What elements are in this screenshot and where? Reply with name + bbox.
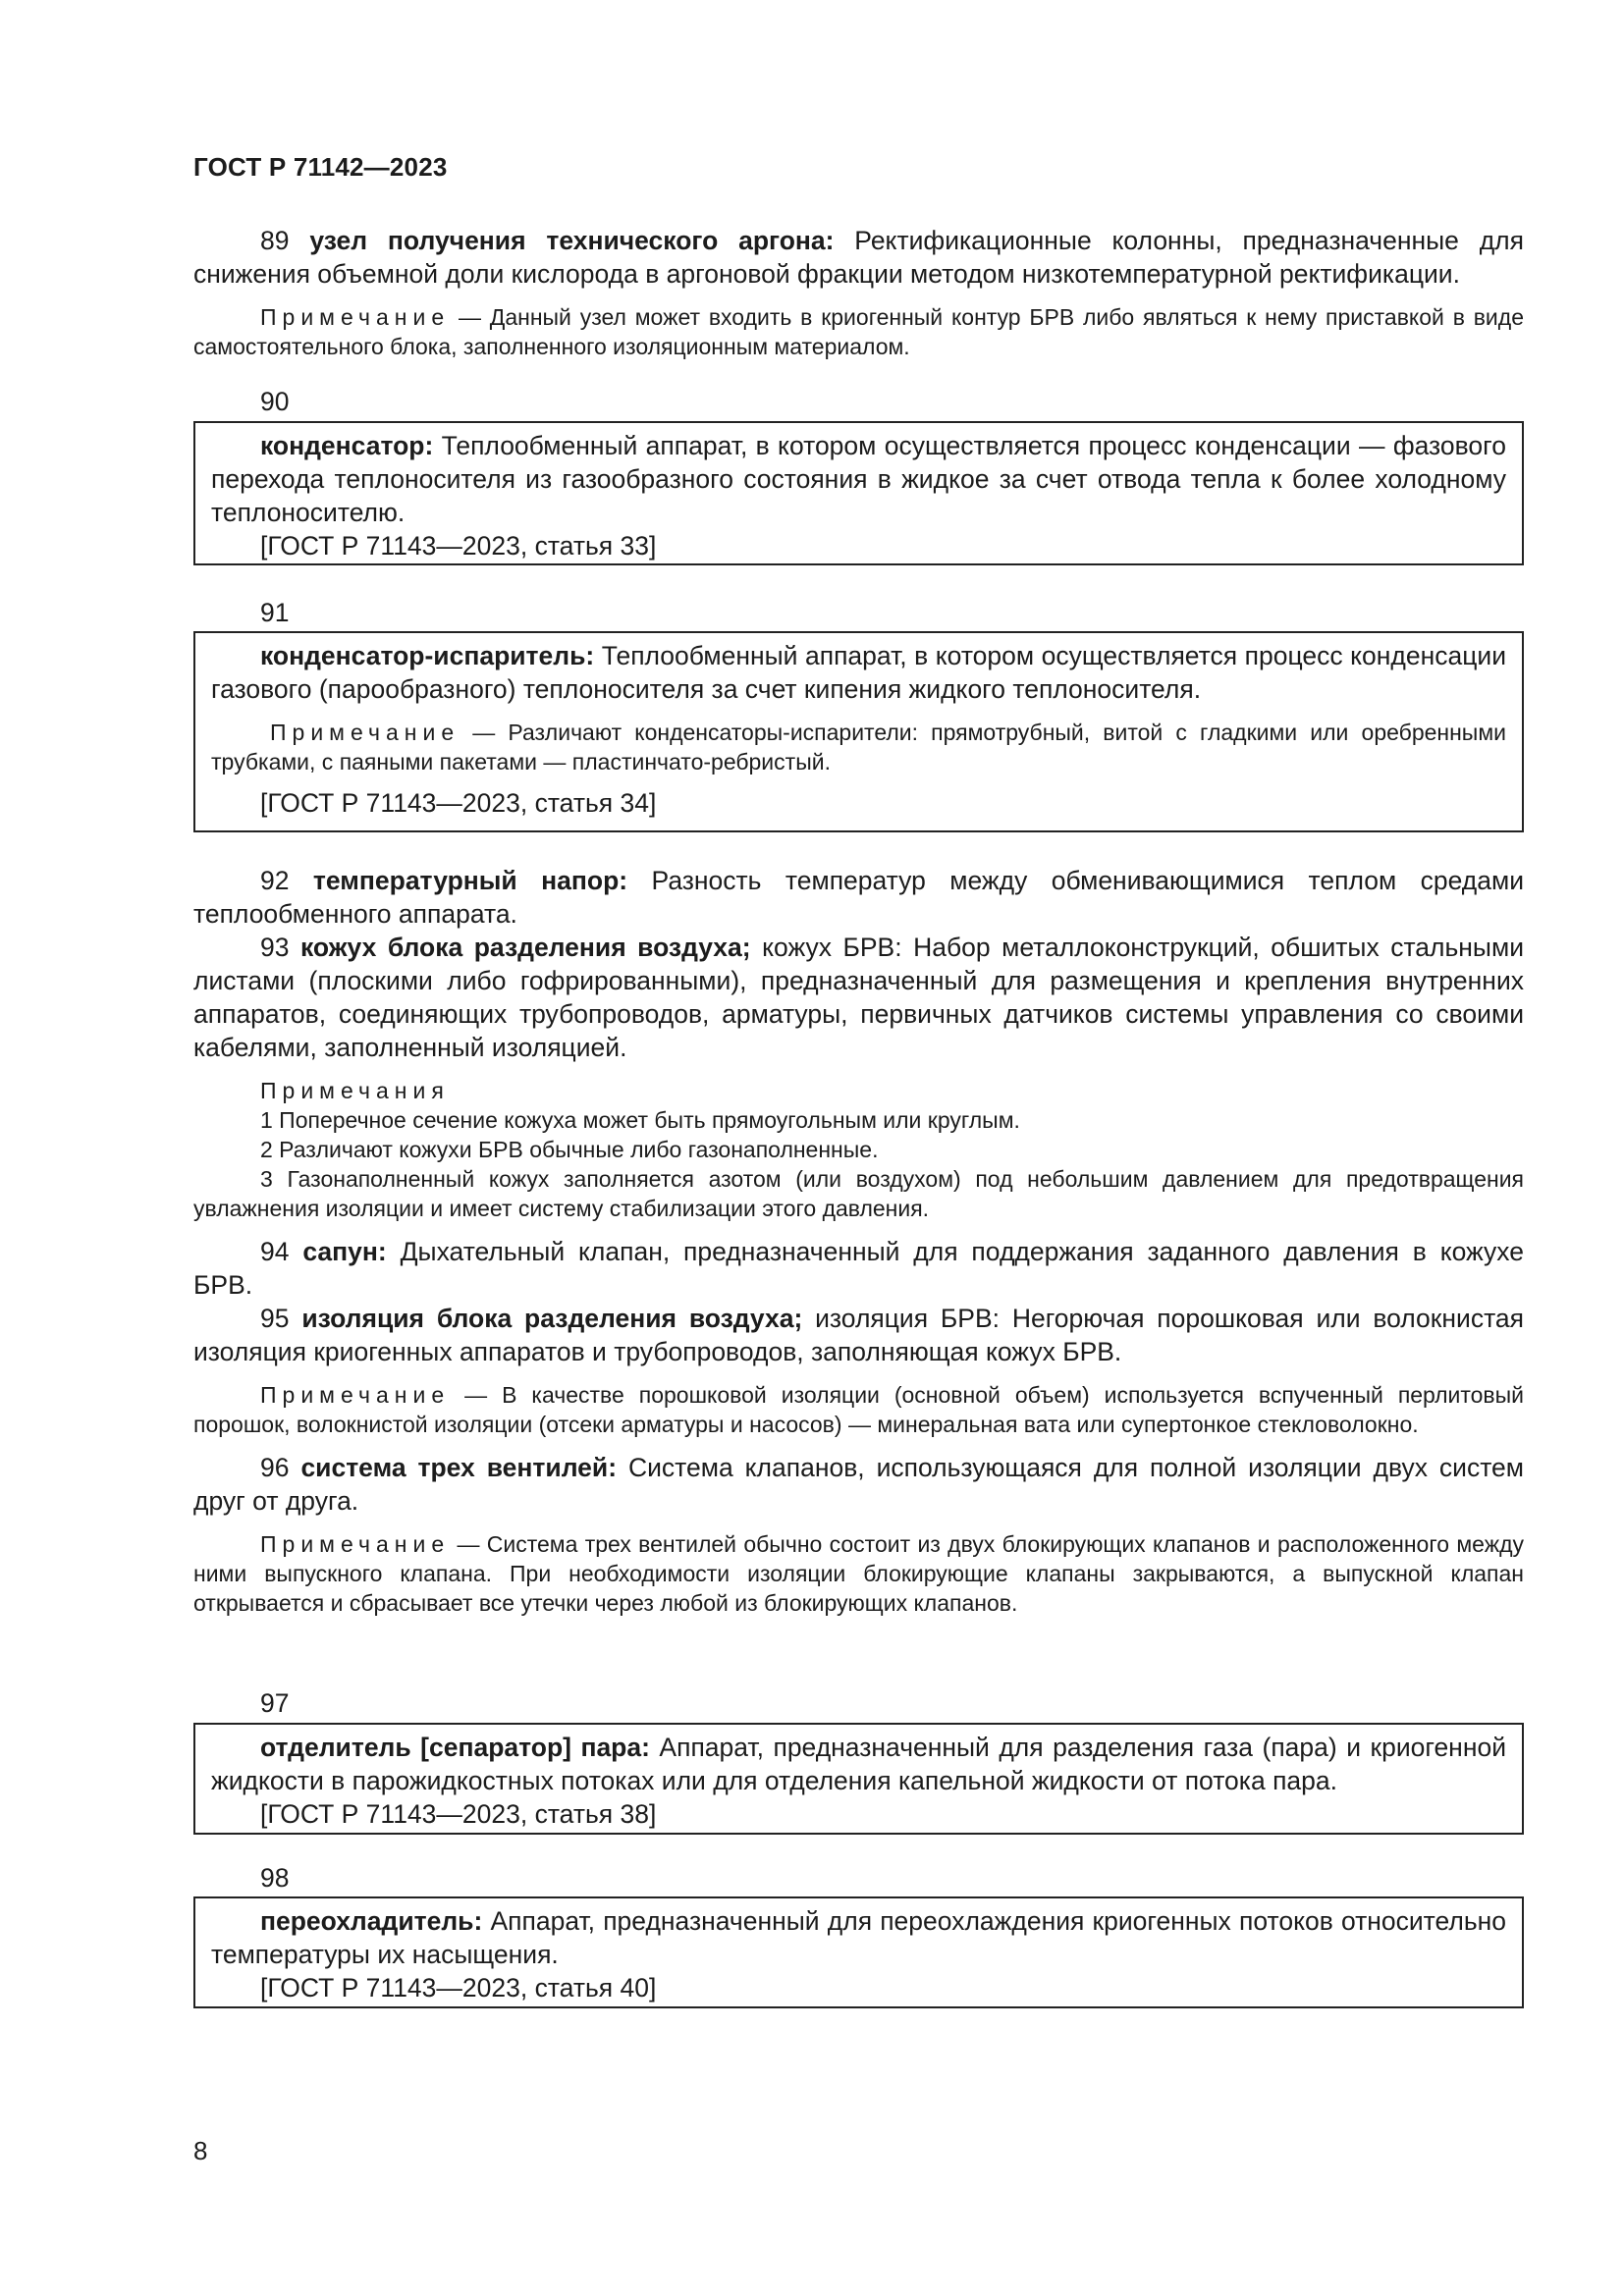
term-89-definition	[193, 224, 1524, 291]
term-definition: Дыхательный клапан, предназначенный для поддержания заданного давления в кожухе БРВ.	[193, 1237, 1524, 1300]
term-90-definition	[211, 429, 1506, 529]
term-title: сапун:	[302, 1237, 387, 1266]
term-91-number: 91	[260, 598, 290, 627]
term-title: переохладитель:	[260, 1906, 483, 1936]
term-number: 96	[260, 1453, 290, 1482]
note-item: 2 Различают кожухи БРВ обычные либо газонаполненные.	[260, 1137, 879, 1162]
term-93-notes	[193, 1076, 1524, 1223]
term-number: 92	[260, 866, 290, 895]
term-92-definition	[193, 864, 1524, 931]
term-97-source: [ГОСТ Р 71143—2023, статья 38]	[260, 1799, 657, 1829]
term-definition: Ректификационные колонны, предназначенные для снижения объемной доли кислорода в аргоновой фракции методом низкотемпературной ректификации.	[193, 226, 1524, 289]
term-number: 93	[260, 933, 290, 962]
note-label: Примечание	[260, 1382, 451, 1408]
term-definition: изоляция БРВ: Негорючая порошковая или волокнистая изоляция криогенных аппаратов и трубопроводов, заполняющая кожух БРВ.	[193, 1304, 1524, 1366]
note-text: — Различают конденсаторы-испарители: прямотрубный, витой с гладкими или оребренными трубками, с паяными пакетами — пластинчато-ребристый.	[211, 720, 1506, 774]
term-title: отделитель [сепаратор] пара:	[260, 1733, 650, 1762]
term-title: система трех вентилей:	[300, 1453, 618, 1482]
term-number: 94	[260, 1237, 290, 1266]
term-94-definition	[193, 1235, 1524, 1302]
term-97-box	[193, 1723, 1524, 1835]
term-89	[193, 224, 1524, 361]
term-89-note	[193, 302, 1524, 361]
note-text: — В качестве порошковой изоляции (основной объем) используется вспученный перлитовый порошок, волокнистой изоляции (отсеки арматуры и насосов) — минеральная вата или супертонкое стекловолокно.	[193, 1382, 1524, 1437]
term-91-definition	[211, 639, 1506, 706]
term-96-note	[193, 1529, 1524, 1618]
term-95-definition	[193, 1302, 1524, 1368]
note-text: — Система трех вентилей обычно состоит из двух блокирующих клапанов и расположенного между ними выпускного клапана. При необходимости изоляции блокирующие клапаны закрываются, а выпускной клапан открывается и сбрасывает все утечки через любой из блокирующих клапанов.	[193, 1531, 1524, 1616]
term-91-box	[193, 631, 1524, 832]
term-96-definition	[193, 1451, 1524, 1518]
term-90-box	[193, 421, 1524, 565]
note-item: 3 Газонаполненный кожух заполняется азотом (или воздухом) под небольшим давлением для предотвращения увлажнения изоляции и имеет систему стабилизации этого давления.	[193, 1166, 1524, 1221]
term-definition: кожух БРВ: Набор металлоконструкций, обшитых стальными листами (плоскими либо гофрированными), предназначенный для размещения и крепления внутренних аппаратов, соединяющих трубопроводов, арматуры, первичных датчиков системы управления со своими кабелями, заполненный изоляцией.	[193, 933, 1524, 1062]
term-title: конденсатор-испаритель:	[260, 641, 595, 670]
document-header: ГОСТ Р 71142—2023	[193, 152, 448, 182]
page-number: 8	[193, 2136, 208, 2165]
term-definition: Аппарат, предназначенный для разделения газа (пара) и криогенной жидкости в парожидкостных потоках или для отделения капельной жидкости от потока пара.	[211, 1733, 1506, 1795]
term-definition: Система клапанов, использующаяся для полной изоляции двух систем друг от друга.	[193, 1453, 1524, 1516]
term-98-definition	[211, 1904, 1506, 1971]
term-title: изоляция блока разделения воздуха;	[301, 1304, 803, 1333]
note-label: Примечание	[260, 304, 451, 330]
term-98-number: 98	[260, 1863, 290, 1893]
term-number: 89	[260, 226, 290, 255]
term-97-number: 97	[260, 1688, 290, 1718]
term-definition: Аппарат, предназначенный для переохлаждения криогенных потоков относительно температуры их насыщения.	[211, 1906, 1506, 1969]
terms-92-93	[193, 864, 1524, 1618]
term-90-number: 90	[260, 387, 290, 416]
term-definition: Теплообменный аппарат, в котором осуществляется процесс конденсации — фазового перехода теплоносителя из газообразного состояния в жидкое за счет отвода тепла к более холодному теплоносителю.	[211, 431, 1506, 527]
note-label: Примечание	[270, 720, 460, 745]
note-item: 1 Поперечное сечение кожуха может быть прямоугольным или круглым.	[260, 1107, 1020, 1133]
notes-label: Примечания	[260, 1078, 450, 1103]
term-definition: Теплообменный аппарат, в котором осуществляется процесс конденсации газового (парообразного) теплоносителя за счет кипения жидкого теплоносителя.	[211, 641, 1506, 704]
term-91-source: [ГОСТ Р 71143—2023, статья 34]	[260, 788, 657, 818]
term-title: конденсатор:	[260, 431, 434, 460]
term-98-source: [ГОСТ Р 71143—2023, статья 40]	[260, 1973, 657, 2002]
term-definition: Разность температур между обменивающимися теплом средами теплообменного аппарата.	[193, 866, 1524, 929]
term-93-definition	[193, 931, 1524, 1064]
term-title: узел получения технического аргона:	[309, 226, 835, 255]
note-text: — Данный узел может входить в криогенный контур БРВ либо являться к нему приставкой в виде самостоятельного блока, заполненного изоляционным материалом.	[193, 304, 1524, 359]
term-90-source: [ГОСТ Р 71143—2023, статья 33]	[260, 531, 657, 561]
term-91-note	[211, 718, 1506, 776]
term-98-box	[193, 1896, 1524, 2008]
term-number: 95	[260, 1304, 290, 1333]
term-95-note	[193, 1380, 1524, 1439]
term-97-definition	[211, 1731, 1506, 1797]
term-title: кожух блока разделения воздуха;	[299, 933, 751, 962]
note-label: Примечание	[260, 1531, 451, 1557]
term-title: температурный напор:	[312, 866, 628, 895]
